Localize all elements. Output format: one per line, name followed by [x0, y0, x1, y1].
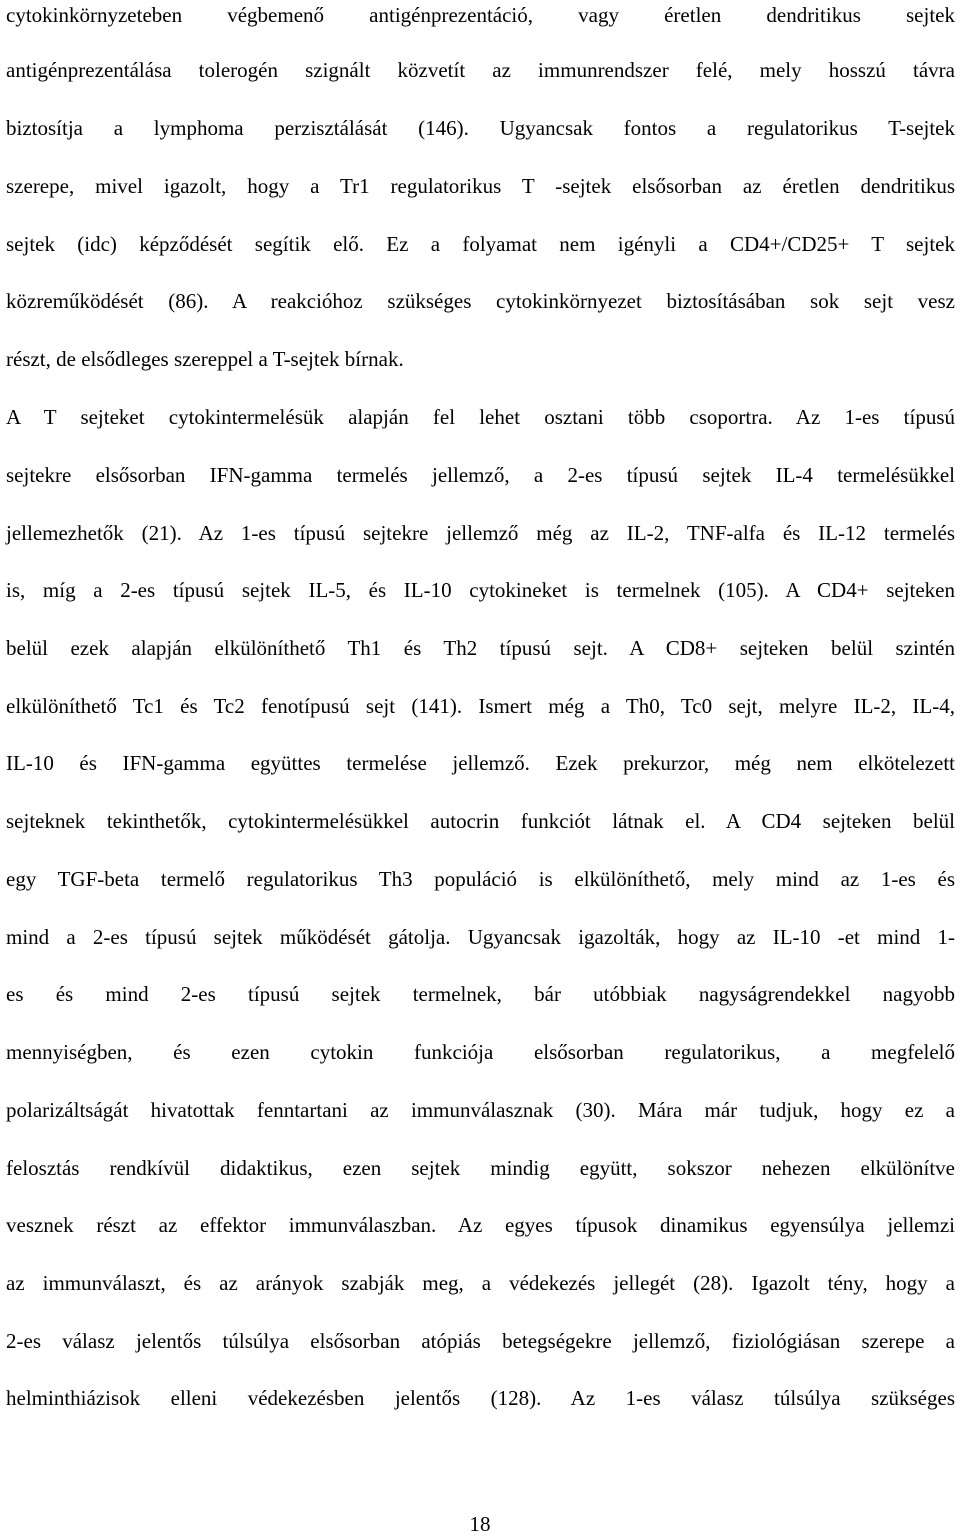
text-line: is, míg a 2-es típusú sejtek IL-5, és IL-10 cytokineket is termelnek (105). A CD4+ sejteken [6, 578, 955, 602]
text-line: felosztás rendkívül didaktikus, ezen sejtek mindig együtt, sokszor nehezen elkülönítve [6, 1156, 955, 1180]
text-line: az immunválaszt, és az arányok szabják meg, a védekezés jellegét (28). Igazolt tény, hogy a [6, 1271, 955, 1295]
text-line: biztosítja a lymphoma perzisztálását (146). Ugyancsak fontos a regulatorikus T-sejtek [6, 116, 955, 140]
text-line: 2-es válasz jelentős túlsúlya elsősorban atópiás betegségekre jellemző, fiziológiásan szerepe a [6, 1329, 955, 1353]
text-line: mennyiségben, és ezen cytokin funkciója elsősorban regulatorikus, a megfelelő [6, 1040, 955, 1064]
text-line: egy TGF-beta termelő regulatorikus Th3 populáció is elkülöníthető, mely mind az 1-es és [6, 867, 955, 891]
text-line: részt, de elsődleges szereppel a T-sejtek bírnak. [6, 347, 404, 371]
text-line: antigénprezentálása tolerogén szignált közvetít az immunrendszer felé, mely hosszú távra [6, 58, 955, 82]
text-line: vesznek részt az effektor immunválaszban. Az egyes típusok dinamikus egyensúlya jellemzi [6, 1213, 955, 1237]
text-line: jellemezhetők (21). Az 1-es típusú sejtekre jellemző még az IL-2, TNF-alfa és IL-12 termelés [6, 521, 955, 545]
text-line: sejtekre elsősorban IFN-gamma termelés jellemző, a 2-es típusú sejtek IL-4 termelésükkel [6, 463, 955, 487]
text-line: cytokinkörnyzeteben végbemenő antigénprezentáció, vagy éretlen dendritikus sejtek [6, 3, 955, 27]
text-line: belül ezek alapján elkülöníthető Th1 és Th2 típusú sejt. A CD8+ sejteken belül szintén [6, 636, 955, 660]
page-number: 18 [469, 1512, 491, 1536]
text-line: A T sejteket cytokintermelésük alapján fel lehet osztani több csoportra. Az 1-es típusú [6, 405, 955, 429]
text-line: polarizáltságát hivatottak fenntartani az immunválasznak (30). Mára már tudjuk, hogy ez a [6, 1098, 955, 1122]
text-line: sejtek (idc) képződését segítik elő. Ez a folyamat nem igényli a CD4+/CD25+ T sejtek [6, 232, 955, 256]
text-line: es és mind 2-es típusú sejtek termelnek, bár utóbbiak nagyságrendekkel nagyobb [6, 982, 955, 1006]
text-line: mind a 2-es típusú sejtek működését gátolja. Ugyancsak igazolták, hogy az IL-10 -et mind 1- [6, 925, 955, 949]
text-line: elkülöníthető Tc1 és Tc2 fenotípusú sejt (141). Ismert még a Th0, Tc0 sejt, melyre IL-2, IL-4, [6, 694, 955, 718]
text-line: IL-10 és IFN-gamma együttes termelése jellemző. Ezek prekurzor, még nem elkötelezett [6, 751, 955, 775]
text-line: helminthiázisok elleni védekezésben jelentős (128). Az 1-es válasz túlsúlya szükséges [6, 1386, 955, 1410]
text-line: közreműködését (86). A reakcióhoz szükséges cytokinkörnyezet biztosításában sok sejt vesz [6, 289, 955, 313]
text-line: szerepe, mivel igazolt, hogy a Tr1 regulatorikus T -sejtek elsősorban az éretlen dendritikus [6, 174, 955, 198]
text-line: sejteknek tekinthetők, cytokintermelésükkel autocrin funkciót látnak el. A CD4 sejteken belül [6, 809, 955, 833]
